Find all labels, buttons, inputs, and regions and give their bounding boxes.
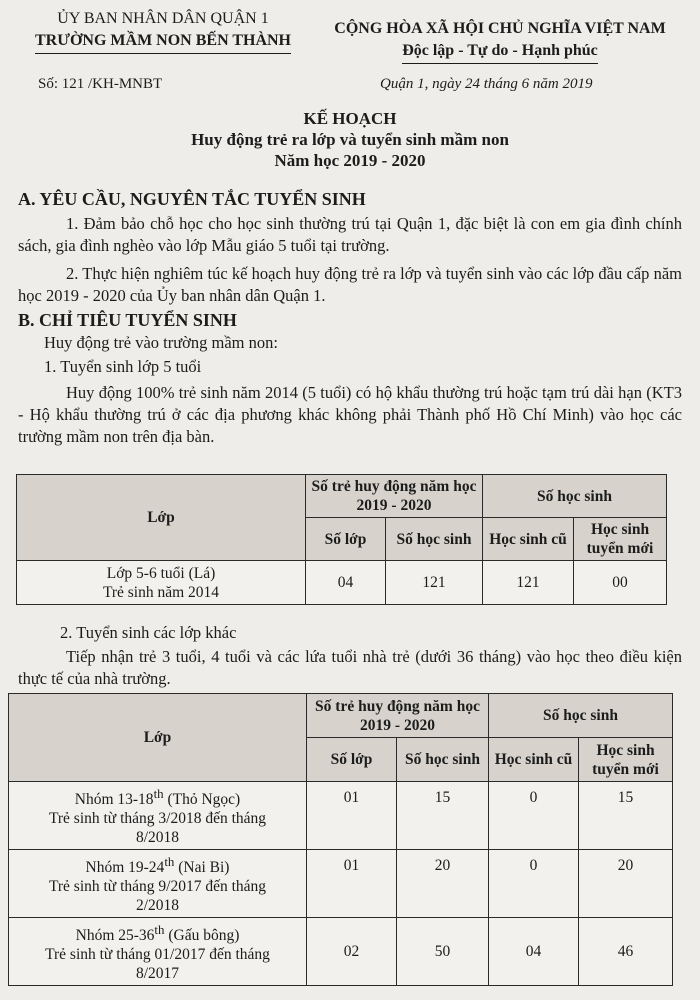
- new-students: 00: [574, 561, 667, 605]
- header-new-students: Học sinh tuyển mới: [579, 738, 673, 782]
- header-num-classes: Số lớp: [306, 518, 386, 561]
- section-b-item-2: 2. Tuyển sinh các lớp khác: [60, 623, 237, 642]
- num-classes: 01: [307, 782, 397, 850]
- enrollment-table-2: [8, 693, 673, 986]
- old-students: 121: [483, 561, 574, 605]
- old-students: 04: [489, 918, 579, 986]
- agency-header: [18, 8, 308, 54]
- birth-range-end: 2/2018: [135, 897, 180, 915]
- country-name: CỘNG HÒA XÃ HỘI CHỦ NGHĨA VIỆT NAM: [334, 20, 666, 37]
- new-students: 46: [579, 918, 673, 986]
- header-students: Số học sinh: [489, 694, 673, 738]
- section-a-paragraph-2: 2. Thực hiện nghiêm túc kế hoạch huy động trẻ ra lớp và tuyển sinh vào các lớp đầu cấp năm học 2019 - 2020 của Ủy ban nhân dân Quận 1.: [18, 264, 682, 305]
- new-students: 15: [579, 782, 673, 850]
- agency-line: ỦY BAN NHÂN DÂN QUẬN 1: [57, 10, 269, 27]
- header-old-students: Học sinh cũ: [489, 738, 579, 782]
- header-students: Số học sinh: [483, 475, 667, 518]
- table-row: [9, 918, 673, 986]
- header-num-classes: Số lớp: [307, 738, 397, 782]
- num-students: 50: [397, 918, 489, 986]
- group-name: Nhóm 13-18th (Thỏ Ngọc): [74, 786, 241, 809]
- num-classes: 02: [307, 918, 397, 986]
- section-a-heading: A. YÊU CẦU, NGUYÊN TẮC TUYỂN SINH: [18, 189, 366, 209]
- num-students: 15: [397, 782, 489, 850]
- num-students: 20: [397, 850, 489, 918]
- class-birth: Trẻ sinh năm 2014: [102, 583, 220, 601]
- document-number: Số: 121 /KH-MNBT: [38, 76, 163, 92]
- birth-range: Trẻ sinh từ tháng 3/2018 đến tháng: [48, 810, 267, 828]
- birth-range: Trẻ sinh từ tháng 01/2017 đến tháng: [45, 946, 270, 964]
- num-classes: 04: [306, 561, 386, 605]
- header-new-students: Học sinh tuyển mới: [574, 518, 667, 561]
- enrollment-table-1: [16, 474, 667, 605]
- national-header: [300, 18, 700, 64]
- table-row: [9, 782, 673, 850]
- section-a-paragraph-1: 1. Đảm bảo chỗ học cho học sinh thường trú tại Quận 1, đặc biệt là con em gia đình chính sách, gia đình nghèo vào lớp Mẫu giáo 5 tuổi tại trường.: [18, 214, 682, 255]
- title-sub1: Huy động trẻ ra lớp và tuyển sinh mầm non: [191, 130, 509, 149]
- header-num-students: Số học sinh: [397, 738, 489, 782]
- title-sub2: Năm học 2019 - 2020: [274, 151, 426, 170]
- document-title: [0, 108, 700, 171]
- table-row: [17, 561, 667, 605]
- motto: Độc lập - Tự do - Hạnh phúc: [402, 40, 598, 64]
- num-students: 121: [386, 561, 483, 605]
- title-main: KẾ HOẠCH: [303, 109, 397, 128]
- birth-range-end: 8/2017: [135, 965, 180, 983]
- header-mobilized: Số trẻ huy động năm học 2019 - 2020: [306, 475, 483, 518]
- header-class: Lớp: [9, 694, 307, 782]
- table-row: [9, 850, 673, 918]
- header-old-students: Học sinh cũ: [483, 518, 574, 561]
- section-b-intro: Huy động trẻ vào trường mầm non:: [44, 333, 278, 352]
- class-name: Lớp 5-6 tuổi (Lá): [106, 564, 216, 582]
- place-date: Quận 1, ngày 24 tháng 6 năm 2019: [380, 76, 593, 92]
- section-b-item-2-text: Tiếp nhận trẻ 3 tuổi, 4 tuổi và các lứa tuổi nhà trẻ (dưới 36 tháng) vào học theo điều kiện thực tế của nhà trường.: [18, 647, 682, 688]
- header-num-students: Số học sinh: [386, 518, 483, 561]
- group-name: Nhóm 19-24th (Nai Bi): [85, 854, 230, 877]
- group-name: Nhóm 25-36th (Gấu bông): [75, 922, 240, 945]
- old-students: 0: [489, 782, 579, 850]
- header-mobilized: Số trẻ huy động năm học 2019 - 2020: [307, 694, 489, 738]
- section-b-item-1: 1. Tuyển sinh lớp 5 tuổi: [44, 357, 202, 376]
- num-classes: 01: [307, 850, 397, 918]
- birth-range: Trẻ sinh từ tháng 9/2017 đến tháng: [48, 878, 267, 896]
- birth-range-end: 8/2018: [135, 829, 180, 847]
- section-b-item-1-text: Huy động 100% trẻ sinh năm 2014 (5 tuổi) có hộ khẩu thường trú hoặc tạm trú dài hạn (KT3 - Hộ khẩu thường trú ở các địa phương khác không phải Thành phố Hồ Chí Minh) vào học các trường mầm non trên địa bàn.: [18, 383, 682, 446]
- new-students: 20: [579, 850, 673, 918]
- header-class: Lớp: [17, 475, 306, 561]
- school-name: TRƯỜNG MẦM NON BẾN THÀNH: [35, 30, 291, 54]
- old-students: 0: [489, 850, 579, 918]
- section-b-heading: B. CHỈ TIÊU TUYỂN SINH: [18, 310, 237, 330]
